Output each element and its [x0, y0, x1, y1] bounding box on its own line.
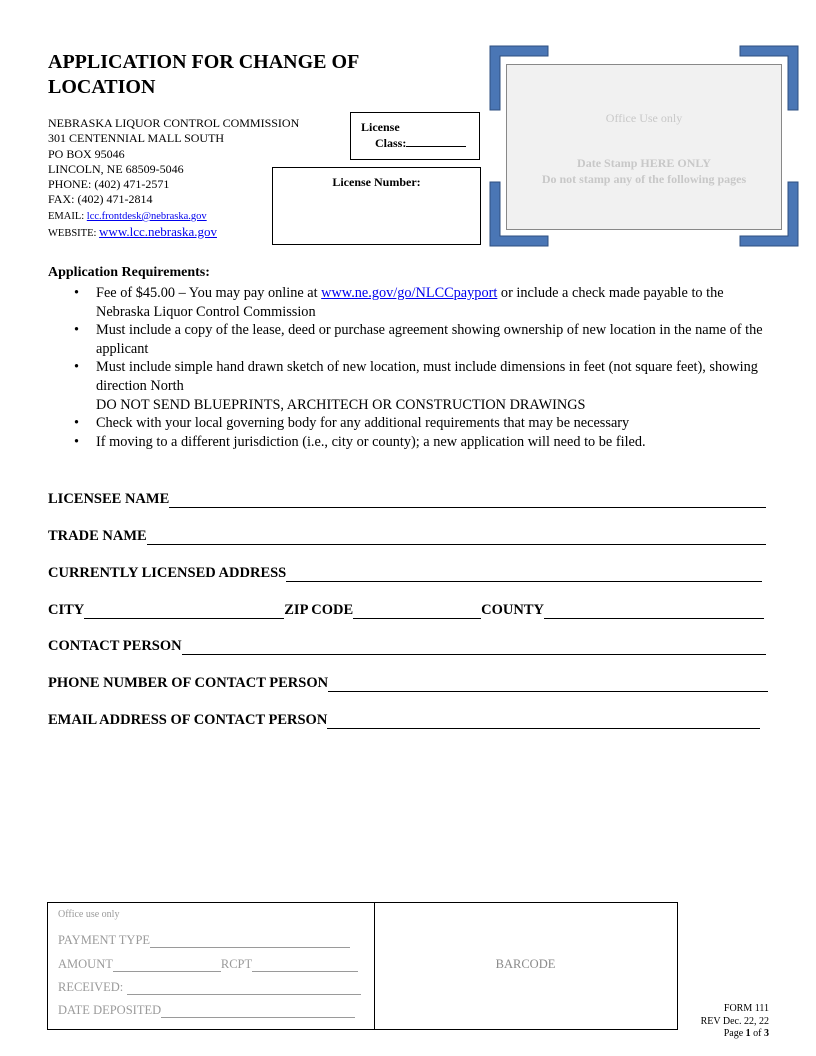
contact-phone-input[interactable] [328, 675, 768, 692]
amount-input[interactable] [113, 959, 221, 972]
fee-text: Fee of $45.00 – You may pay online at [96, 285, 322, 301]
email-link[interactable]: lcc.frontdesk@nebraska.gov [86, 210, 207, 222]
agency-city-state-zip: LINCOLN, NE 68509-5046 [48, 161, 184, 176]
license-number-label: License Number: [332, 175, 421, 189]
license-class-field[interactable] [406, 135, 466, 147]
agency-name: NEBRASKA LIQUOR CONTROL COMMISSION [48, 116, 300, 130]
office-use-box [47, 902, 678, 1030]
trade-name-row [48, 528, 766, 545]
received-input[interactable] [127, 982, 361, 995]
agency-street: 301 CENTENNIAL MALL SOUTH [48, 131, 225, 146]
requirement-governing: • Check with your local governing body for any additional requirements that may be necessary [96, 414, 774, 433]
page-indicator [701, 1028, 769, 1041]
requirement-lease: • Must include a copy of the lease, deed or purchase agreement showing ownership of new location in the name of the applicant [96, 321, 774, 358]
contact-email-input[interactable] [327, 712, 760, 729]
agency-po-box: PO BOX 95046 [48, 146, 125, 161]
requirement-sketch [96, 358, 774, 414]
agency-phone: PHONE: (402) 471-2571 [48, 177, 170, 192]
revision-date: REV Dec. 22, 22 [700, 1015, 769, 1027]
office-use-panel [48, 903, 375, 1029]
licensee-name-input[interactable] [169, 491, 766, 508]
requirement-jurisdiction: • If moving to a different jurisdiction (i.e., city or county); a new application will need to be filed. [96, 433, 774, 452]
contact-email-label: EMAIL ADDRESS OF CONTACT PERSON [48, 712, 328, 728]
county-input[interactable] [544, 602, 764, 619]
contact-phone-label: PHONE NUMBER OF CONTACT PERSON [48, 675, 329, 691]
payment-type-label: PAYMENT TYPE [58, 933, 151, 947]
requirements-heading: Application Requirements: [48, 265, 210, 280]
date-deposited-row [58, 1003, 355, 1018]
barcode-placeholder: BARCODE [495, 957, 556, 971]
amount-rcpt-row [58, 957, 358, 972]
current-address-row [48, 565, 762, 582]
license-class-box [350, 112, 480, 160]
received-row [58, 980, 361, 995]
current-address-input[interactable] [286, 565, 762, 582]
contact-person-input[interactable] [182, 638, 766, 655]
trade-name-input[interactable] [147, 528, 766, 545]
payment-type-row [58, 933, 350, 948]
date-stamp-label: Date Stamp HERE ONLY [577, 156, 711, 170]
form-number: FORM 111 [723, 1003, 769, 1014]
page-total: 3 [764, 1028, 769, 1039]
trade-name-label: TRADE NAME [48, 528, 147, 544]
city-input[interactable] [84, 602, 284, 619]
license-number-box[interactable] [272, 167, 481, 245]
payport-link[interactable]: www.ne.gov/go/NLCCpayport [321, 285, 498, 301]
license-label: License [361, 120, 400, 134]
office-use-label: Office use only [58, 909, 120, 920]
form-footer [701, 1003, 769, 1041]
zip-input[interactable] [353, 602, 481, 619]
date-stamp-area [506, 64, 782, 230]
license-class-row [375, 135, 466, 151]
email-label: EMAIL: [48, 210, 87, 222]
sketch-text: Must include simple hand drawn sketch of new location, must include dimensions in feet (not square feet), showing direction North [96, 359, 758, 394]
page-number: 1 [745, 1028, 751, 1039]
date-deposited-input[interactable] [161, 1005, 355, 1018]
licensee-name-label: LICENSEE NAME [48, 491, 170, 507]
page-title: APPLICATION FOR CHANGE OF LOCATION [48, 51, 359, 98]
contact-person-label: CONTACT PERSON [48, 638, 182, 654]
city-label: CITY [48, 602, 85, 618]
received-label: RECEIVED: [58, 980, 124, 994]
city-zip-county-row [48, 602, 764, 619]
agency-website-row [48, 224, 299, 241]
stamp-warning: Do not stamp any of the following pages [541, 172, 747, 186]
website-link[interactable]: www.lcc.nebraska.gov [99, 224, 217, 240]
website-label: WEBSITE: [48, 228, 100, 240]
agency-email-row [48, 208, 299, 224]
agency-address-block [48, 116, 299, 241]
date-deposited-label: DATE DEPOSITED [58, 1003, 162, 1017]
payment-type-input[interactable] [150, 935, 350, 948]
licensee-name-row [48, 491, 766, 508]
page-prefix: Page [723, 1028, 746, 1039]
contact-phone-row [48, 675, 768, 692]
agency-fax: FAX: (402) 471-2814 [48, 192, 153, 207]
stamp-office-use-label: Office Use only [605, 111, 683, 125]
requirements-list [48, 284, 774, 451]
current-address-label: CURRENTLY LICENSED ADDRESS [48, 565, 287, 581]
rcpt-input[interactable] [252, 959, 358, 972]
rcpt-label: RCPT [220, 957, 253, 971]
amount-label: AMOUNT [58, 957, 113, 971]
license-class-label: Class: [375, 136, 407, 150]
contact-person-row [48, 638, 766, 655]
no-blueprints-text: DO NOT SEND BLUEPRINTS, ARCHITECH OR CONSTRUCTION DRAWINGS [96, 396, 586, 413]
contact-email-row [48, 712, 760, 729]
page-of: of [750, 1028, 764, 1039]
fee-suffix-text: or include a check made payable to the Nebraska Liquor Control Commission [96, 285, 724, 320]
requirement-fee [96, 284, 774, 321]
zip-label: ZIP CODE [284, 602, 354, 618]
county-label: COUNTY [481, 602, 544, 618]
